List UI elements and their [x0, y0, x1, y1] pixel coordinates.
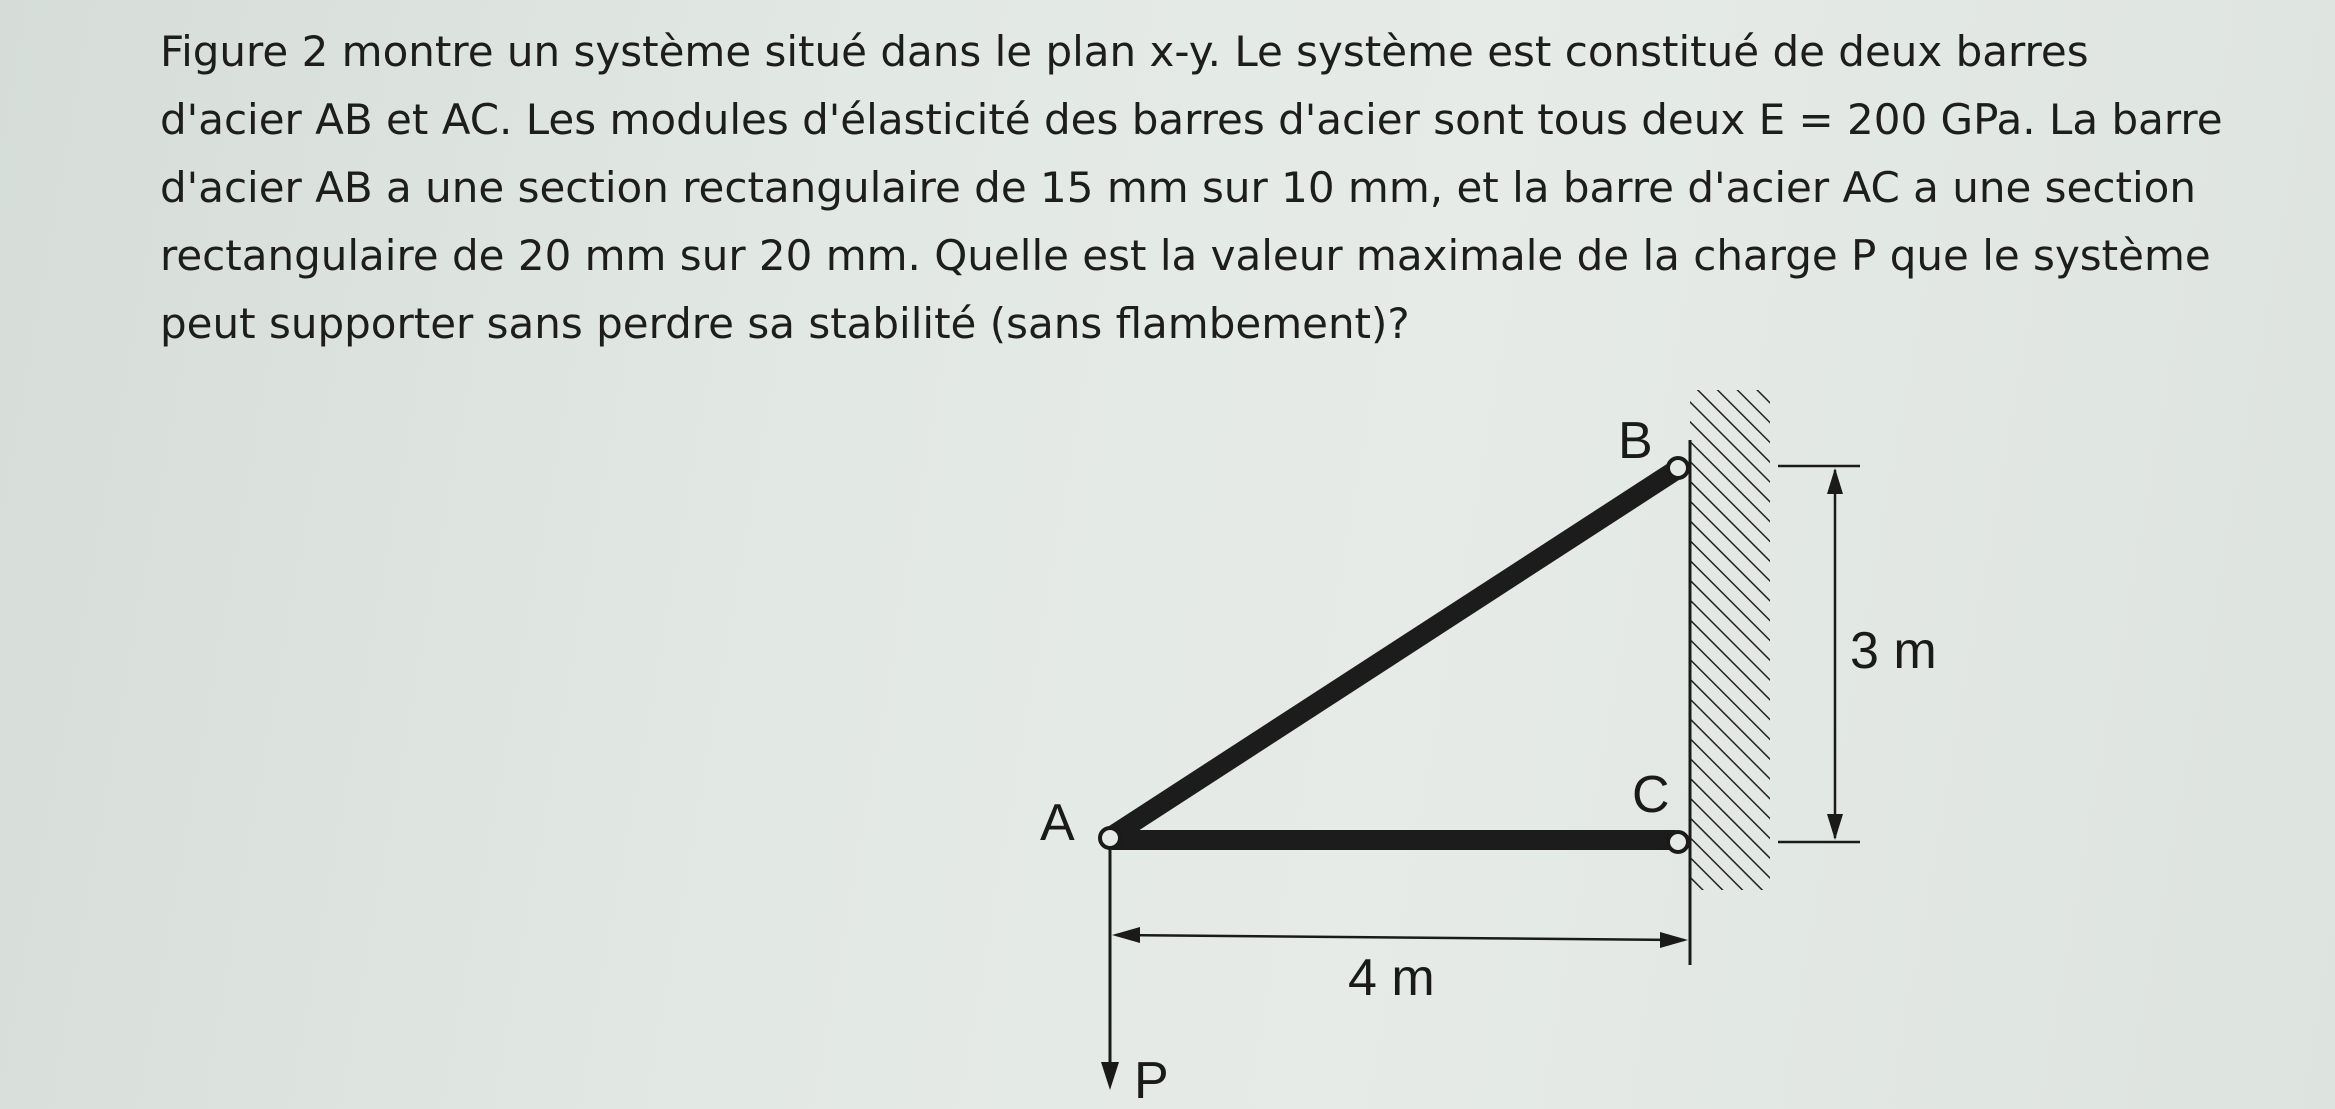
label-load-p: P: [1134, 1052, 1169, 1109]
pin-a: [1100, 828, 1120, 848]
fixed-wall: [1690, 390, 1770, 965]
width-arrow-left: [1112, 927, 1140, 943]
height-arrow-top: [1827, 468, 1843, 494]
problem-line-1: Figure 2 montre un système situé dans le plan x-y. Le système est constitué de deux barres: [160, 27, 2089, 76]
height-dimension: [1778, 466, 1860, 842]
label-point-b: B: [1618, 412, 1653, 470]
pin-c: [1668, 832, 1688, 852]
width-dimension-line: [1116, 935, 1684, 940]
label-width-4m: 4 m: [1348, 949, 1435, 1007]
bar-ab: [1112, 470, 1676, 836]
label-point-a: A: [1040, 794, 1075, 852]
problem-line-4: rectangulaire de 20 mm sur 20 mm. Quelle est la valeur maximale de la charge P que le système: [160, 231, 2211, 280]
problem-line-3: d'acier AB a une section rectangulaire de 15 mm sur 10 mm, et la barre d'acier AC a une section: [160, 163, 2196, 212]
height-arrow-bottom: [1827, 814, 1843, 840]
width-arrow-right: [1660, 932, 1688, 948]
problem-line-5: peut supporter sans perdre sa stabilité (sans flambement)?: [160, 299, 1410, 348]
problem-line-2: d'acier AB et AC. Les modules d'élasticité des barres d'acier sont tous deux E = 200 GPa. La barre: [160, 95, 2223, 144]
load-arrow-head: [1101, 1062, 1119, 1090]
wall-hatching: [1690, 390, 1770, 890]
load-arrow: [1101, 848, 1119, 1090]
label-height-3m: 3 m: [1850, 622, 1937, 680]
label-point-c: C: [1632, 766, 1670, 824]
pin-b: [1668, 458, 1688, 478]
